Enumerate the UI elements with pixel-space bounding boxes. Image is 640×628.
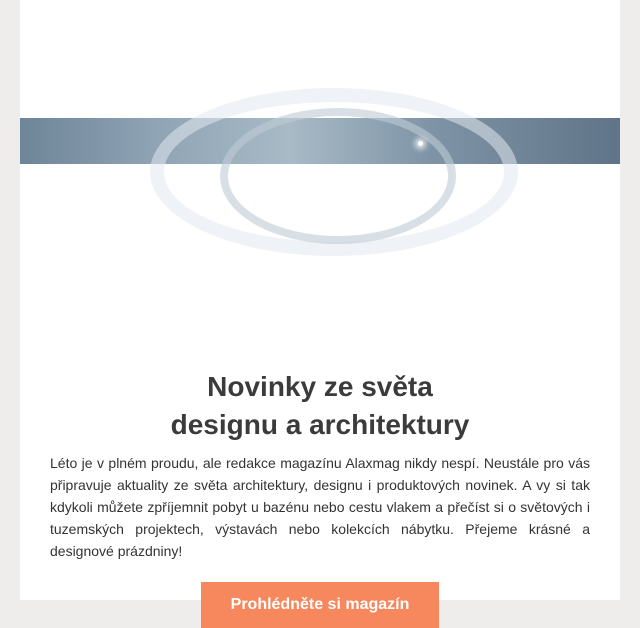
headline-line-1: Novinky ze světa xyxy=(207,371,433,402)
email-container xyxy=(20,0,620,613)
intro-paragraph: Léto je v plném proudu, ale redakce magazínu Alaxmag nikdy nespí. Neustále pro vás připravuje aktuality ze světa architektury, designu i produktových novinek. A vy si tak kdykoli můžete zpříjemnit pobyt u bazénu nebo cestu vlakem a přečíst si o světových i tuzemských projektech, výstavách nebo kolekcích nábytku. Přejeme krásné a designové prázdniny! xyxy=(50,455,590,559)
view-magazine-button[interactable]: Prohlédněte si magazín xyxy=(201,582,439,628)
hero-ceiling-light xyxy=(418,141,423,146)
hero-image-architecture xyxy=(20,118,620,164)
headline-line-2: designu a architektury xyxy=(170,409,470,440)
hero-stair-arc-inner xyxy=(220,108,456,244)
headline xyxy=(20,368,620,444)
